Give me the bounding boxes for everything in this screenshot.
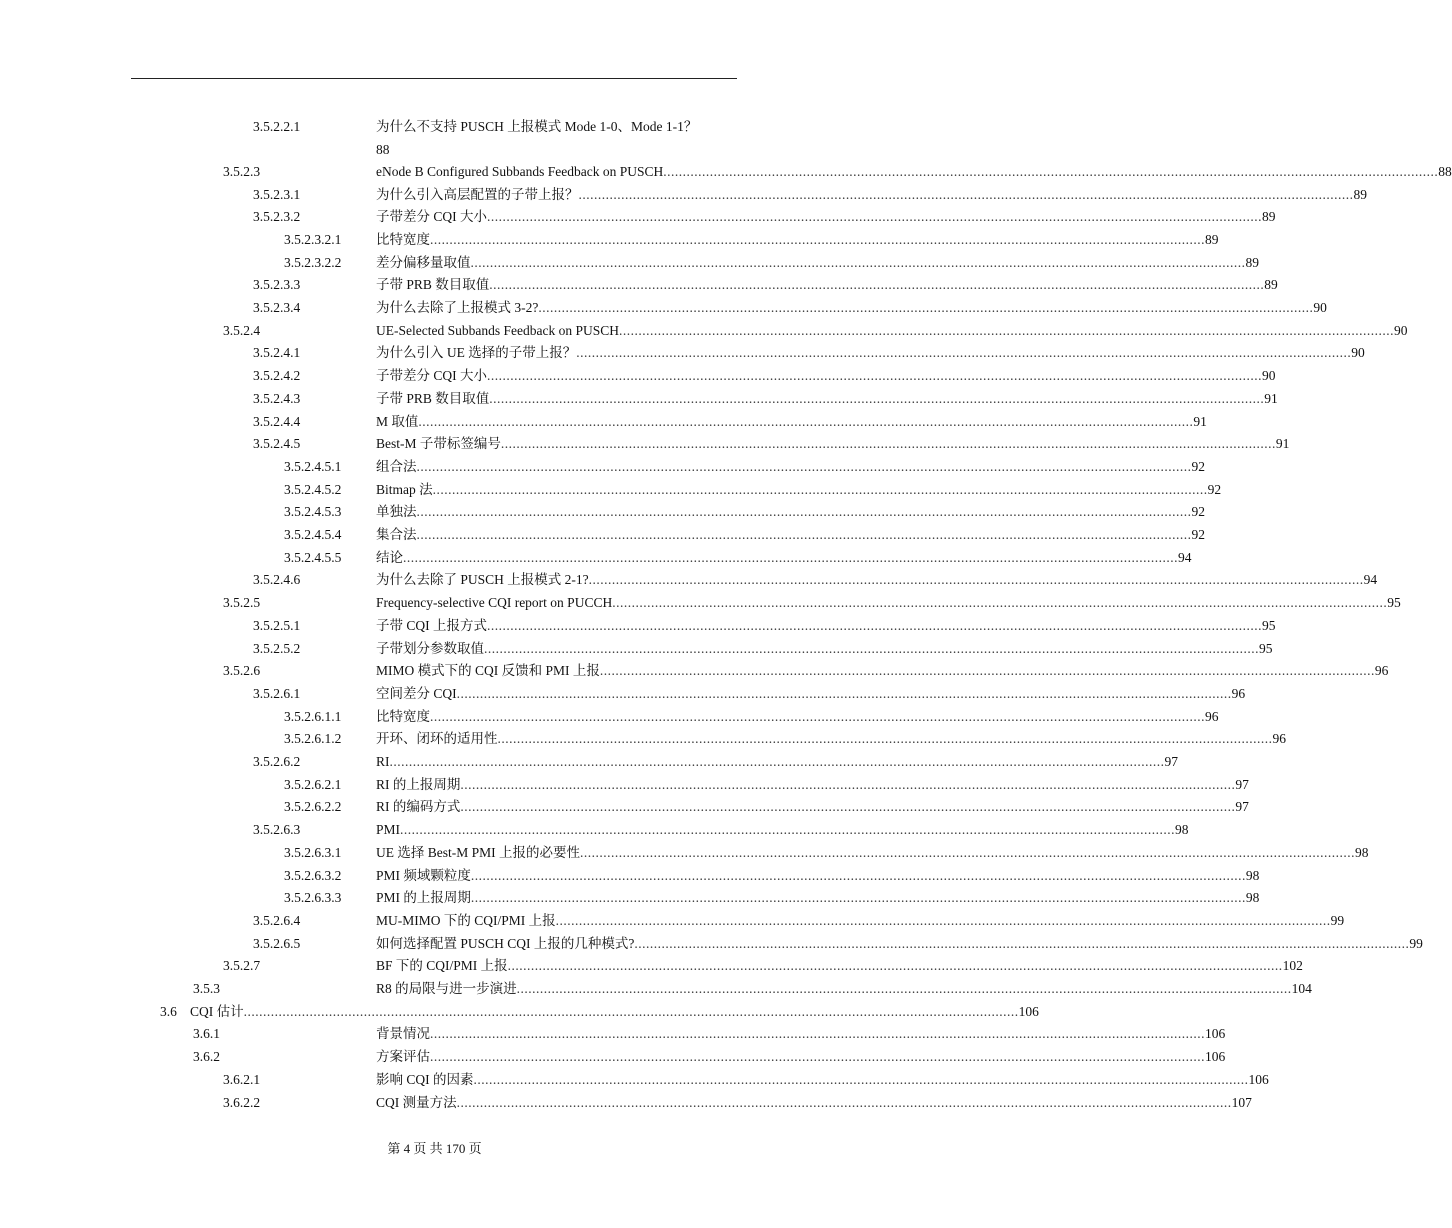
toc-dot-leader: ........................................................................................................................................................................................................ xyxy=(484,640,1259,656)
toc-dot-leader: ........................................................................................................................................................................................................ xyxy=(487,617,1262,633)
toc-entry-number: 3.5.2.3.4 xyxy=(253,300,301,315)
toc-entry-number: 3.5.2.6.3.3 xyxy=(284,890,342,906)
toc-entry-title: MIMO 模式下的 CQI 反馈和 PMI 上报 xyxy=(376,663,600,679)
toc-entry[interactable] xyxy=(0,684,1246,704)
toc-entry[interactable] xyxy=(0,230,1219,250)
toc-entry-number: 3.6.1 xyxy=(193,1026,220,1042)
toc-entry-number: 3.5.2.4.5.2 xyxy=(284,481,342,497)
toc-entry[interactable] xyxy=(0,412,1207,432)
toc-entry-number: 3.6.2.2 xyxy=(223,1094,261,1110)
toc-entry-title: 子带差分 CQI 大小 xyxy=(376,209,487,225)
toc-entry[interactable] xyxy=(0,866,1260,886)
toc-entry-page: 95 xyxy=(1262,617,1276,633)
toc-entry[interactable] xyxy=(0,843,1369,863)
toc-dot-leader: ........................................................................................................................................................................................................ xyxy=(576,345,1352,361)
toc-entry[interactable] xyxy=(0,752,1178,772)
toc-entry-title: RI xyxy=(376,754,390,769)
toc-entry-number: 3.5.2.6.1.2 xyxy=(284,731,342,747)
toc-entry-number: 3.5.2.5.1 xyxy=(253,617,301,633)
toc-entry[interactable] xyxy=(0,934,1423,954)
toc-entry-title: RI 的上报周期 xyxy=(376,776,461,792)
toc-entry-number: 3.5.2.3.3 xyxy=(253,277,301,293)
toc-dot-leader: ........................................................................................................................................................................................................ xyxy=(470,254,1246,270)
toc-entry-page: 90 xyxy=(1313,300,1327,315)
page-footer: 第 4 页 共 170 页 xyxy=(387,1141,482,1156)
toc-entry-title: CQI 估计 xyxy=(190,1003,244,1019)
toc-entry-number: 3.5.2.4 xyxy=(223,322,261,338)
toc-entry-number: 3.5.2.5 xyxy=(223,595,261,611)
toc-entry-page: 98 xyxy=(1175,822,1189,838)
toc-entry-page: 106 xyxy=(1018,1003,1039,1019)
toc-entry-title: 为什么引入高层配置的子带上报？ xyxy=(376,186,579,202)
toc-entry-page: 95 xyxy=(1387,595,1401,611)
toc-entry-page: 99 xyxy=(1409,935,1423,951)
toc-entry[interactable] xyxy=(0,185,1367,205)
toc-entry-title: 结论 xyxy=(376,549,403,565)
toc-dot-leader: ........................................................................................................................................................................................................ xyxy=(618,322,1394,338)
toc-entry[interactable] xyxy=(0,117,869,137)
toc-entry-title: Best-M 子带标签编号 xyxy=(376,436,501,452)
toc-dot-leader: ........................................................................................................................................................................................................ xyxy=(634,935,1410,951)
toc-dot-leader: ........................................................................................................................................................................................................ xyxy=(418,413,1194,429)
toc-entry[interactable] xyxy=(0,548,1192,568)
toc-entry-number: 3.5.2.6.2.1 xyxy=(284,776,342,792)
toc-entry-page: 98 xyxy=(1245,867,1260,883)
toc-entry-page: 94 xyxy=(1178,549,1192,565)
toc-entry-title: PMI 的上报周期 xyxy=(376,890,471,906)
toc-dot-leader: ........................................................................................................................................................................................................ xyxy=(578,186,1354,202)
toc-entry-continuation xyxy=(0,140,869,160)
toc-entry-page: 95 xyxy=(1259,640,1273,656)
toc-entry-number: 3.5.2.3.2.1 xyxy=(284,231,342,247)
toc-dot-leader: ........................................................................................................................................................................................................ xyxy=(416,458,1192,474)
toc-entry[interactable] xyxy=(0,207,1276,227)
toc-entry[interactable] xyxy=(0,797,1249,817)
toc-entry-title: 集合法 xyxy=(376,527,417,542)
toc-entry[interactable] xyxy=(0,888,1260,908)
toc-entry-number: 3.5.2.3.2.2 xyxy=(284,254,342,270)
toc-entry-title: 为什么去除了上报模式 3-2? xyxy=(376,300,539,315)
toc-dot-leader: ........................................................................................................................................................................................................ xyxy=(538,300,1314,315)
toc-entry-number: 3.5.2.4.1 xyxy=(253,345,301,361)
toc-entry-page: 89 xyxy=(1264,277,1278,293)
toc-entry-page: 98 xyxy=(1245,890,1260,906)
toc-entry-number: 3.5.2.6.3.1 xyxy=(284,844,342,860)
toc-dot-leader: ........................................................................................................................................................................................................ xyxy=(470,890,1246,906)
toc-entry-number: 3.5.2.6.4 xyxy=(253,912,301,928)
toc-entry[interactable] xyxy=(0,457,1205,477)
toc-entry[interactable] xyxy=(0,434,1290,454)
toc-entry-title: 子带 CQI 上报方式 xyxy=(376,617,487,633)
toc-entry-page: 107 xyxy=(1231,1094,1252,1110)
toc-entry-number: 3.5.2.5.2 xyxy=(253,640,301,656)
toc-entry-title: Frequency-selective CQI report on PUCCH xyxy=(376,595,613,611)
toc-entry-number: 3.5.2.4.2 xyxy=(253,368,301,384)
toc-entry-number: 3.5.2.3 xyxy=(223,163,261,179)
toc-entry-page: 91 xyxy=(1275,436,1290,452)
toc-entry-page: 92 xyxy=(1207,481,1222,497)
toc-entry-page: 99 xyxy=(1330,912,1345,928)
toc-dot-leader: ........................................................................................................................................................................................................ xyxy=(243,1003,1019,1019)
toc-entry-page: 96 xyxy=(1374,663,1389,679)
toc-entry[interactable] xyxy=(0,1093,1252,1113)
toc-entry[interactable] xyxy=(0,1002,1039,1022)
toc-entry-number: 3.5.2.4.3 xyxy=(253,390,301,406)
toc-dot-leader: ........................................................................................................................................................................................................ xyxy=(389,754,1165,769)
toc-entry[interactable] xyxy=(0,570,1378,590)
toc-entry[interactable] xyxy=(0,639,1273,659)
toc-dot-leader: ........................................................................................................................................................................................................ xyxy=(430,1026,1205,1042)
toc-entry-number: 3.5.2.4.6 xyxy=(253,572,301,588)
toc-dot-leader: ........................................................................................................................................................................................................ xyxy=(555,912,1331,928)
toc-dot-leader: ........................................................................................................................................................................................................ xyxy=(599,663,1375,679)
toc-entry-title: 空间差分 CQI xyxy=(376,685,457,701)
toc-dot-leader: ........................................................................................................................................................................................................ xyxy=(456,685,1232,701)
toc-entry[interactable] xyxy=(0,956,1303,976)
toc-entry-page: 91 xyxy=(1193,413,1207,429)
toc-dot-leader: ........................................................................................................................................................................................................ xyxy=(516,981,1292,996)
toc-entry[interactable] xyxy=(0,1070,1269,1090)
toc-dot-leader: ........................................................................................................................................................................................................ xyxy=(432,481,1208,497)
toc-entry-number: 3.5.2.6.3 xyxy=(253,822,301,838)
toc-dot-leader: ........................................................................................................................................................................................................ xyxy=(507,958,1283,974)
toc-entry-number: 3.5.2.3.2 xyxy=(253,209,301,225)
toc-dot-leader: ........................................................................................................................................................................................................ xyxy=(489,390,1265,406)
toc-entry-number: 3.6.2.1 xyxy=(223,1071,261,1087)
toc-entry-page: 97 xyxy=(1235,776,1249,792)
toc-entry-number: 3.5.2.3.1 xyxy=(253,186,301,202)
toc-entry-title: PMI xyxy=(376,822,401,838)
toc-entry-page: 89 xyxy=(1205,231,1219,247)
toc-entry-number: 3.5.2.4.5.5 xyxy=(284,549,342,565)
toc-dot-leader: ........................................................................................................................................................................................................ xyxy=(580,844,1356,860)
toc-dot-leader: ........................................................................................................................................................................................................ xyxy=(497,731,1273,747)
toc-entry[interactable] xyxy=(0,820,1189,840)
toc-dot-leader: ........................................................................................................................................................................................................ xyxy=(487,368,1262,384)
toc-entry-number: 3.5.2.6.1.1 xyxy=(284,708,342,724)
toc-dot-leader: ........................................................................................................................................................................................................ xyxy=(663,163,1439,179)
toc-dot-leader: ........................................................................................................................................................................................................ xyxy=(430,1049,1205,1065)
toc-entry-number: 3.5.2.6.2.2 xyxy=(284,799,342,815)
toc-dot-leader: ........................................................................................................................................................................................................ xyxy=(456,1094,1232,1110)
toc-entry-page: 98 xyxy=(1355,844,1369,860)
toc-entry-number: 3.5.2.2.1 xyxy=(253,119,301,134)
toc-entry[interactable] xyxy=(0,616,1276,636)
toc-dot-leader: ........................................................................................................................................................................................................ xyxy=(460,799,1236,815)
toc-entry-title: MU-MIMO 下的 CQI/PMI 上报 xyxy=(376,912,556,928)
toc-dot-leader: ........................................................................................................................................................................................................ xyxy=(489,277,1265,293)
toc-entry-title: 方案评估 xyxy=(376,1049,430,1065)
toc-entry-title: 组合法 xyxy=(376,458,417,474)
toc-dot-leader: ........................................................................................................................................................................................................ xyxy=(487,209,1262,225)
toc-entry-number: 3.5.2.6.1 xyxy=(253,685,301,701)
toc-entry-number: 3.5.2.6.2 xyxy=(253,754,301,769)
toc-entry-page: 96 xyxy=(1231,685,1246,701)
toc-entry[interactable] xyxy=(0,321,1408,341)
toc-entry-title: 比特宽度 xyxy=(376,708,430,724)
toc-entry-number: 3.5.2.4.5.1 xyxy=(284,458,342,474)
toc-entry-title: 比特宽度 xyxy=(376,231,430,247)
toc-entry[interactable] xyxy=(0,389,1278,409)
toc-entry-title: RI 的编码方式 xyxy=(376,799,461,815)
toc-dot-leader: ........................................................................................................................................................................................................ xyxy=(400,822,1176,838)
toc-entry[interactable] xyxy=(0,502,1205,522)
toc-entry-page: 92 xyxy=(1191,527,1205,542)
toc-entry-title: 开环、闭环的适用性 xyxy=(376,731,498,747)
toc-entry-page: 97 xyxy=(1164,754,1178,769)
toc-entry[interactable] xyxy=(0,343,1365,363)
toc-entry-number: 3.5.2.4.4 xyxy=(253,413,301,429)
toc-dot-leader: ........................................................................................................................................................................................................ xyxy=(470,867,1246,883)
toc-entry-number: 3.5.2.7 xyxy=(223,958,261,974)
toc-dot-leader: ........................................................................................................................................................................................................ xyxy=(416,527,1192,542)
toc-entry[interactable] xyxy=(0,162,1452,182)
toc-entry-title: 影响 CQI 的因素 xyxy=(376,1071,474,1087)
toc-entry-number: 3.5.3 xyxy=(193,981,220,996)
toc-entry[interactable] xyxy=(0,525,1205,545)
toc-entry-title: UE-Selected Subbands Feedback on PUSCH xyxy=(376,322,619,338)
toc-entry-title: 如何选择配置 PUSCH CQI 上报的几种模式? xyxy=(376,935,635,951)
toc-entry-number: 3.5.2.4.5.4 xyxy=(284,527,342,542)
toc-entry[interactable] xyxy=(0,1047,1226,1067)
toc-entry-page: 94 xyxy=(1363,572,1378,588)
toc-entry-title: 子带 PRB 数目取值 xyxy=(376,390,490,406)
toc-entry[interactable] xyxy=(0,366,1276,386)
toc-entry-title: M 取值 xyxy=(376,413,419,429)
toc-entry-title: 子带划分参数取值 xyxy=(376,640,484,656)
toc-dot-leader: ........................................................................................................................................................................................................ xyxy=(588,572,1364,588)
toc-entry-title: 为什么引入 UE 选择的子带上报？ xyxy=(376,345,577,361)
toc-entry-title: 为什么去除了 PUSCH 上报模式 2-1? xyxy=(376,572,589,588)
toc-dot-leader: ........................................................................................................................................................................................................ xyxy=(403,549,1178,565)
toc-entry[interactable] xyxy=(0,298,1327,318)
toc-entry-title: 单独法 xyxy=(376,504,417,520)
toc-entry[interactable] xyxy=(0,661,1389,681)
toc-entry-number: 3.5.2.4.5 xyxy=(253,436,301,452)
toc-entry-page: 88 xyxy=(1438,163,1452,179)
toc-entry-page: 102 xyxy=(1282,958,1303,974)
toc-entry-page: 89 xyxy=(1353,186,1367,202)
toc-dot-leader: ........................................................................................................................................................................................................ xyxy=(500,436,1276,452)
toc-entry-title: 背景情况 xyxy=(376,1026,430,1042)
toc-entry[interactable] xyxy=(0,275,1278,295)
toc-entry-title: 为什么不支持 PUSCH 上报模式 Mode 1-0、Mode 1-1？ xyxy=(376,119,698,134)
toc-entry-title: 子带 PRB 数目取值 xyxy=(376,277,490,293)
toc-entry[interactable] xyxy=(0,729,1286,749)
toc-dot-leader: ........................................................................................................................................................................................................ xyxy=(430,231,1205,247)
toc-entry-number: 3.5.2.6 xyxy=(223,663,261,679)
toc-entry-title: Bitmap 法 xyxy=(376,481,433,497)
toc-entry-title: eNode B Configured Subbands Feedback on PUSCH xyxy=(376,163,664,179)
toc-entry-title: UE 选择 Best-M PMI 上报的必要性 xyxy=(376,844,581,860)
toc-entry-page: 92 xyxy=(1191,458,1205,474)
toc-entry-title: CQI 测量方法 xyxy=(376,1094,457,1110)
toc-entry-title: 差分偏移量取值 xyxy=(376,254,471,270)
toc-entry[interactable] xyxy=(0,480,1222,500)
toc-dot-leader: ........................................................................................................................................................................................................ xyxy=(612,595,1388,611)
toc-entry-number: 3.6 xyxy=(160,1003,177,1019)
toc-entry-page: 89 xyxy=(1262,209,1276,225)
toc-entry-page: 89 xyxy=(1245,254,1259,270)
toc-entry-page: 88 xyxy=(376,141,390,157)
toc-entry-page: 96 xyxy=(1272,731,1286,747)
toc-entry-title: R8 的局限与进一步演进 xyxy=(376,981,517,996)
toc-entry[interactable] xyxy=(0,1024,1226,1044)
toc-entry-number: 3.5.2.6.5 xyxy=(253,935,301,951)
toc-entry[interactable] xyxy=(0,707,1219,727)
toc-entry[interactable] xyxy=(0,593,1401,613)
toc-entry[interactable] xyxy=(0,253,1259,273)
toc-entry-page: 90 xyxy=(1351,345,1365,361)
toc-dot-leader: ........................................................................................................................................................................................................ xyxy=(430,708,1205,724)
toc-entry-title: PMI 频域颗粒度 xyxy=(376,867,471,883)
toc-entry-number: 3.5.2.6.3.2 xyxy=(284,867,342,883)
toc-entry-page: 104 xyxy=(1291,981,1312,996)
toc-entry-page: 96 xyxy=(1205,708,1219,724)
toc-entry-title: 子带差分 CQI 大小 xyxy=(376,368,487,384)
toc-dot-leader: ........................................................................................................................................................................................................ xyxy=(416,504,1192,520)
toc-entry[interactable] xyxy=(0,911,1345,931)
toc-entry-page: 106 xyxy=(1205,1026,1226,1042)
toc-entry-title: BF 下的 CQI/PMI 上报 xyxy=(376,958,508,974)
toc-dot-leader: ........................................................................................................................................................................................................ xyxy=(460,776,1236,792)
toc-dot-leader: ........................................................................................................................................................................................................ xyxy=(473,1071,1249,1087)
toc-entry-number: 3.6.2 xyxy=(193,1049,220,1065)
toc-entry-page: 106 xyxy=(1205,1049,1226,1065)
toc-entry-page: 92 xyxy=(1191,504,1205,520)
toc-entry-page: 97 xyxy=(1235,799,1249,815)
toc-entry[interactable] xyxy=(0,979,1312,999)
toc-entry-page: 91 xyxy=(1264,390,1278,406)
toc-entry-page: 106 xyxy=(1248,1071,1269,1087)
toc-entry-page: 90 xyxy=(1262,368,1276,384)
toc-entry-number: 3.5.2.4.5.3 xyxy=(284,504,342,520)
toc-entry[interactable] xyxy=(0,775,1249,795)
toc-entry-page: 90 xyxy=(1393,322,1408,338)
